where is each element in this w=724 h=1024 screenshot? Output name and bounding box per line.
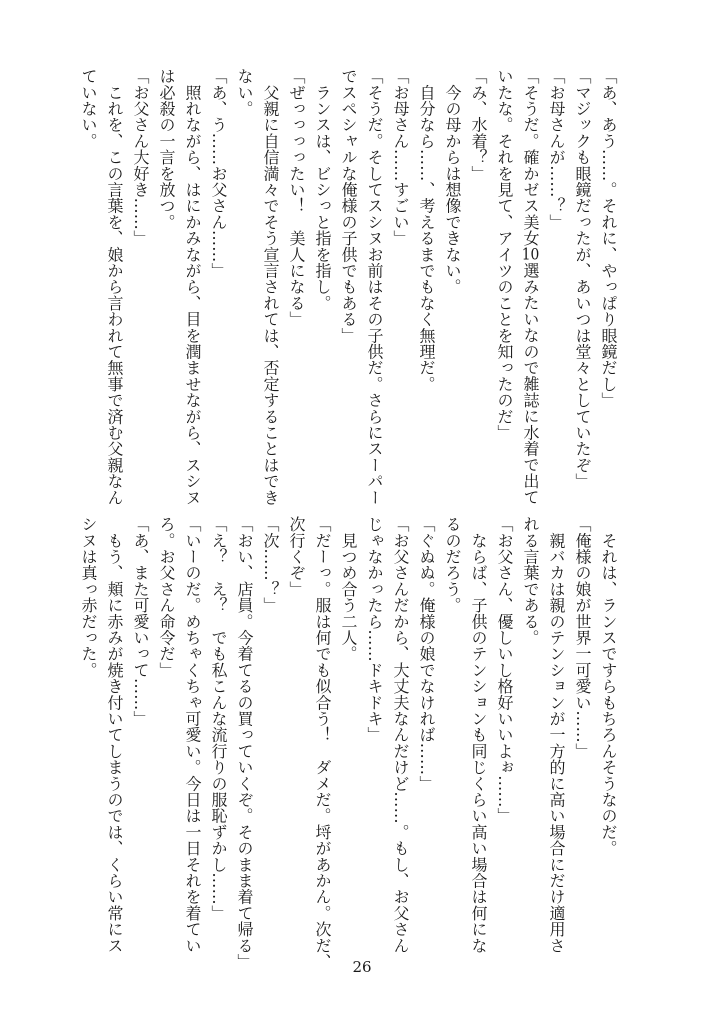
- text-column: 「次……？」: [261, 516, 280, 614]
- text-column: 今の母からは想像できない。: [443, 68, 462, 295]
- text-column: じゃなかったら……ドキドキ」: [365, 516, 384, 743]
- text-column: は必殺の一言を放つ。: [157, 68, 176, 230]
- text-column: 「そうだ。そしてスシヌお前はその子供だ。さらにスーパー: [365, 68, 384, 506]
- text-column: シヌは真っ赤だった。: [79, 516, 98, 678]
- text-column: 「お母さんが……？」: [547, 68, 566, 230]
- text-column: それは、ランスですらもちろんそうなのだ。: [599, 516, 618, 857]
- text-column: 「え？ え？ でも私こんな流行りの服恥ずかし……」: [209, 516, 228, 921]
- text-column: 「お父さん大好き……」: [131, 68, 150, 247]
- upper-text-block: [75, 68, 621, 508]
- text-column: でスペシャルな俺様の子供でもある」: [339, 68, 358, 344]
- text-column: 「お父さん、優しいし格好いいよぉ……」: [495, 516, 514, 824]
- text-column: るのだろう。: [443, 516, 462, 614]
- text-column: これを、この言葉を、娘から言われて無事で済む父親なん: [105, 68, 124, 506]
- text-column: 見つめ合う二人。: [339, 516, 358, 662]
- text-column: もう、頬に赤みが焼き付いてしまうのでは、くらい常にス: [105, 516, 124, 954]
- text-column: 「俺様の娘が世界一可愛い……」: [573, 516, 592, 759]
- text-column: ない。: [235, 68, 254, 117]
- text-column: 「おい、店員。今着てるの買っていくぞ。そのまま着て帰る」: [235, 516, 254, 970]
- text-column: 「ぜっっっったい！ 美人になる」: [287, 68, 306, 328]
- text-column: 「あ、また可愛いって……」: [131, 516, 150, 727]
- text-column: ていない。: [79, 68, 98, 149]
- text-column: 「だーっ。服は何でも似合う！ ダメだ。埒があかん。次だ、: [313, 516, 332, 970]
- text-column: 親バカは親のテンションが一方的に高い場合にだけ適用さ: [547, 516, 566, 954]
- number-upright: 10: [521, 246, 540, 263]
- text-column: ろ。お父さん命令だ」: [157, 516, 176, 678]
- text-column: 次行くぞ」: [287, 516, 306, 597]
- text-column: 「お父さんだから、大丈夫なんだけど……。もし、お父さん: [391, 516, 410, 954]
- page-number: 26: [352, 958, 372, 976]
- text-column: いたな。それを見て、アイツのことを知ったのだ」: [495, 68, 514, 441]
- text-column: れる言葉である。: [521, 516, 540, 646]
- text-column: 「お母さん……すごい」: [391, 68, 410, 247]
- text-column: 「そうだ。確かゼス美女10選みたいなので雑誌に水着で出て: [521, 68, 540, 506]
- text-column: 「あ、う……お父さん……」: [209, 68, 228, 279]
- text-column: 「み、水着？」: [469, 68, 488, 182]
- text-column: 「ぐぬぬ。俺様の娘でなければ……」: [417, 516, 436, 792]
- text-column: ランスは、ビシっと指を指し。: [313, 68, 332, 311]
- text-column: ならば、子供のテンションも同じくらい高い場合は何にな: [469, 516, 488, 954]
- text-column: 父親に自信満々でそう宣言されては、否定することはでき: [261, 68, 280, 506]
- text-column: 「マジックも眼鏡だったが、あいつは堂々としていたぞ」: [573, 68, 592, 490]
- text-column: 「いーのだ。めちゃくちゃ可愛い。今日は一日それを着てい: [183, 516, 202, 954]
- text-column: 照れながら、はにかみながら、目を潤ませながら、スシヌ: [183, 68, 202, 506]
- text-column: 「あ、あう……。それに、やっぱり眼鏡だし」: [599, 68, 618, 409]
- text-column: 自分なら……、考えるまでもなく無理だ。: [417, 68, 436, 392]
